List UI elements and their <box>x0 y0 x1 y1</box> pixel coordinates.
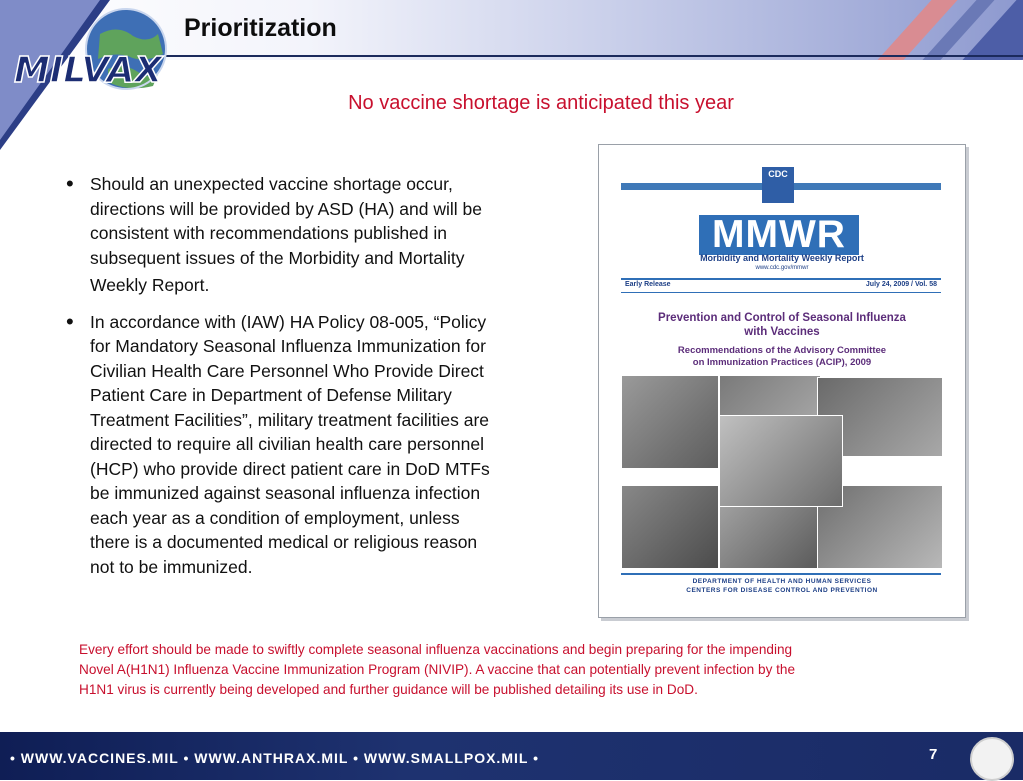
mmwr-footer-rule <box>621 573 941 575</box>
logo-text: MILVAX <box>14 50 163 91</box>
bullet-item <box>62 172 562 298</box>
dod-seal-icon <box>970 737 1014 781</box>
bullet-line: each year as a condition of employment, unless <box>90 507 460 528</box>
bullet-line: for Mandatory Seasonal Influenza Immunization for <box>90 336 486 356</box>
page-number: 7 <box>929 746 938 763</box>
photo-patient-nurse <box>621 485 719 569</box>
mmwr-subtitle: Morbidity and Mortality Weekly Report <box>700 253 864 263</box>
bullet-line: be immunized against seasonal influenza infection <box>90 483 481 503</box>
mmwr-release-label: Early Release <box>625 281 671 288</box>
footer-links: • WWW.VACCINES.MIL • WWW.ANTHRAX.MIL • WWW.SMALLPOX.MIL • <box>10 750 539 766</box>
photo-nurse-child <box>621 375 719 469</box>
bullet-line: (HCP) who provide direct patient care in DoD MTFs <box>90 458 490 479</box>
bullet-line: Patient Care in Department of Defense Military <box>90 385 452 405</box>
bullet-line: directed to require all civilian health care personnel <box>90 434 484 454</box>
mmwr-footer-line: CENTERS FOR DISEASE CONTROL AND PREVENTION <box>686 587 878 594</box>
bullet-line: consistent with recommendations published in <box>90 223 447 243</box>
bullet-item <box>62 310 562 580</box>
bullet-list <box>62 172 562 591</box>
guidance-note <box>79 640 949 700</box>
mmwr-subhead-line: Recommendations of the Advisory Committee <box>677 345 887 356</box>
mmwr-footer <box>599 577 965 595</box>
slide-subtitle: No vaccine shortage is anticipated this year <box>348 92 734 114</box>
mmwr-footer-line: DEPARTMENT OF HEALTH AND HUMAN SERVICES <box>692 578 872 585</box>
mmwr-url: www.cdc.gov/mmwr <box>755 265 809 271</box>
mmwr-release-date: July 24, 2009 / Vol. 58 <box>865 281 937 288</box>
bullet-line: Should an unexpected vaccine shortage occur, <box>90 174 453 194</box>
mmwr-headline <box>599 311 965 339</box>
header-rule <box>150 55 1023 57</box>
mmwr-title: MMWR <box>699 215 859 255</box>
mmwr-subhead <box>599 345 965 369</box>
note-line: Every effort should be made to swiftly complete seasonal influenza vaccinations and begin preparing for the impending <box>79 642 793 657</box>
photo-girl <box>719 415 843 507</box>
note-line: H1N1 virus is currently being developed and further guidance will be published detailing its use in DoD. <box>79 682 698 697</box>
bullet-dot: • <box>66 308 74 334</box>
bullet-line: Weekly Report. <box>90 275 210 295</box>
note-line: Novel A(H1N1) Influenza Vaccine Immunization Program (NIVIP). A vaccine that can potentially prevent infection by the <box>79 662 796 677</box>
bullet-line: In accordance with (IAW) HA Policy 08-005, “Policy <box>90 311 487 332</box>
bullet-line: directions will be provided by ASD (HA) and will be <box>90 198 482 219</box>
bullet-dot: • <box>66 171 74 196</box>
bullet-line: not to be immunized. <box>90 556 253 577</box>
footer-bar <box>0 732 1023 780</box>
mmwr-headline-line: Prevention and Control of Seasonal Influenza <box>658 312 906 324</box>
bullet-line: subsequent issues of the Morbidity and Mortality <box>90 247 465 268</box>
photo-elderly-man <box>719 505 821 569</box>
mmwr-release-bar <box>621 278 941 293</box>
mmwr-headline-line: with Vaccines <box>744 326 820 338</box>
mmwr-report-cover <box>598 144 966 618</box>
bullet-line: Treatment Facilities”, military treatment facilities are <box>90 409 490 430</box>
page-title: Prioritization <box>184 14 337 42</box>
bullet-line: Civilian Health Care Personnel Who Provide Direct <box>90 360 484 381</box>
mmwr-subhead-line: on Immunization Practices (ACIP), 2009 <box>692 357 872 368</box>
bullet-line: there is a documented medical or religious reason <box>90 532 478 552</box>
cdc-logo: CDC <box>762 167 794 203</box>
